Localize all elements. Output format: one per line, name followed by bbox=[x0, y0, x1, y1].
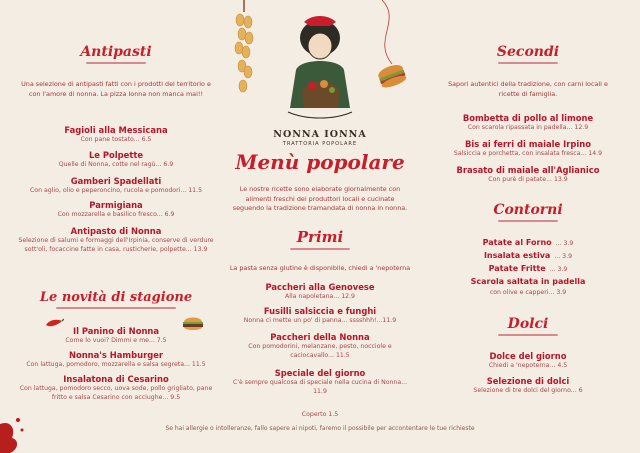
page-title: Menù popolare bbox=[235, 150, 405, 174]
menu-item: Speciale del giorno C'è sempre qualcosa di speciale nella cucina di Nonna... 11.9 bbox=[232, 368, 408, 395]
scarola-desc: con olive e capperi... 3.9 bbox=[489, 289, 567, 296]
left-column bbox=[18, 0, 214, 453]
menu-item: Fusilli salsiccia e funghi Nonna ci mette un po' di panna... sssshhh!...11.9 bbox=[243, 306, 397, 324]
menu-item: Patate al Forno ... 3.9 bbox=[482, 238, 574, 247]
menu-item: Le Polpette Quelle di Nonna, cotte nel ragù... 6.9 bbox=[58, 150, 174, 168]
novita-heading: Le novità di stagione bbox=[18, 290, 214, 309]
menu-item: Brasato di maiale all'Aglianico Con purè di patate... 13.9 bbox=[456, 165, 600, 183]
right-column bbox=[430, 0, 626, 453]
menu-item: Fagioli alla Messicana Con pane tostato... 6.5 bbox=[64, 125, 168, 143]
antipasti-heading: Antipasti bbox=[18, 44, 214, 64]
secondi-intro: Sapori autentici della tradizione, con carni locali e ricette di famiglia. bbox=[448, 80, 608, 98]
center-column bbox=[218, 0, 422, 453]
center-intro: Le nostre ricette sono elaborate giornalmente con alimenti freschi dei produttori locali e cucinate seguendo la tradizione tramandata di nonna in nonna. bbox=[232, 185, 408, 212]
menu-item: Dolce del giorno Chiedi a 'nepoterna... 4.5 bbox=[488, 351, 568, 369]
menu-item: Parmigiana Con mozzarella e basilico fresco... 6.9 bbox=[57, 200, 175, 218]
menu-item: Paccheri alla Genovese Alla napoletana... 12.9 bbox=[265, 282, 375, 300]
menu-item: Il Panino di Nonna Come lo vuoi? Dimmi e me... 7.5 bbox=[65, 326, 167, 344]
menu-item: Bis ai ferri di maiale Irpino Salsiccia e porchetta, con insalata fresca... 14.9 bbox=[453, 139, 603, 157]
menu-item: Antipasto di Nonna Selezione di salumi e formaggi dell'Irpinia, conserve di verdure sott'oli, focaccine fatte in casa, rusticherie, polpette... 13.9 bbox=[18, 226, 214, 253]
menu-item: Insalatona di Cesarino Con lattuga, pomodoro secco, uova sode, pollo grigliato, pane fritto e salsa Cesarino con acciughe... 9.5 bbox=[19, 374, 213, 401]
primi-heading: Primi bbox=[218, 228, 422, 250]
antipasti-intro: Una selezione di antipasti fatti con i prodotti del territorio e con l'amore di nonna. La pizza Ionna non manca mai!! bbox=[21, 80, 211, 98]
menu-item: Gamberi Spadellati Con aglio, olio e peperoncino, rucola e pomodori... 11.5 bbox=[29, 176, 203, 194]
menu-item: Paccheri della Nonna Con pomodorini, melanzane, pesto, nocciole e caciocavallo... 11.5 bbox=[248, 332, 392, 359]
menu-item: Patate Fritte ... 3.9 bbox=[488, 264, 568, 273]
menu-item: Insalata estiva ... 3.9 bbox=[483, 251, 573, 260]
dolci-heading: Dolci bbox=[430, 316, 626, 336]
menu-item: Scarola saltata in padella bbox=[470, 277, 586, 286]
logo bbox=[266, 8, 374, 156]
menu-item: Nonna's Hamburger Con lattuga, pomodoro, mozzarella e salsa segreta... 11.5 bbox=[26, 350, 206, 368]
contorni-heading: Contorni bbox=[430, 202, 626, 222]
secondi-heading: Secondi bbox=[430, 44, 626, 64]
grandma-logo-icon bbox=[266, 8, 374, 128]
brand-name: NONNA IONNA bbox=[273, 129, 367, 140]
coperto: Coperto 1.5 bbox=[301, 411, 339, 418]
menu-item: Bombetta di pollo al limone Con scarola ripassata in padella... 12.9 bbox=[462, 113, 594, 131]
primi-intro: La pasta senza glutine è disponibile, chiedi a 'nepoterna bbox=[229, 264, 411, 272]
brand-subtitle: TRATTORIA POPOLARE bbox=[282, 141, 358, 147]
footer-note: Se hai allergie o intolleranze, fallo sapere ai nipoti, faremo il possibile per accontentare le tue richieste bbox=[165, 425, 475, 432]
menu-item: Selezione di dolci Selezione di tre dolci del giorno... 6 bbox=[473, 376, 583, 394]
